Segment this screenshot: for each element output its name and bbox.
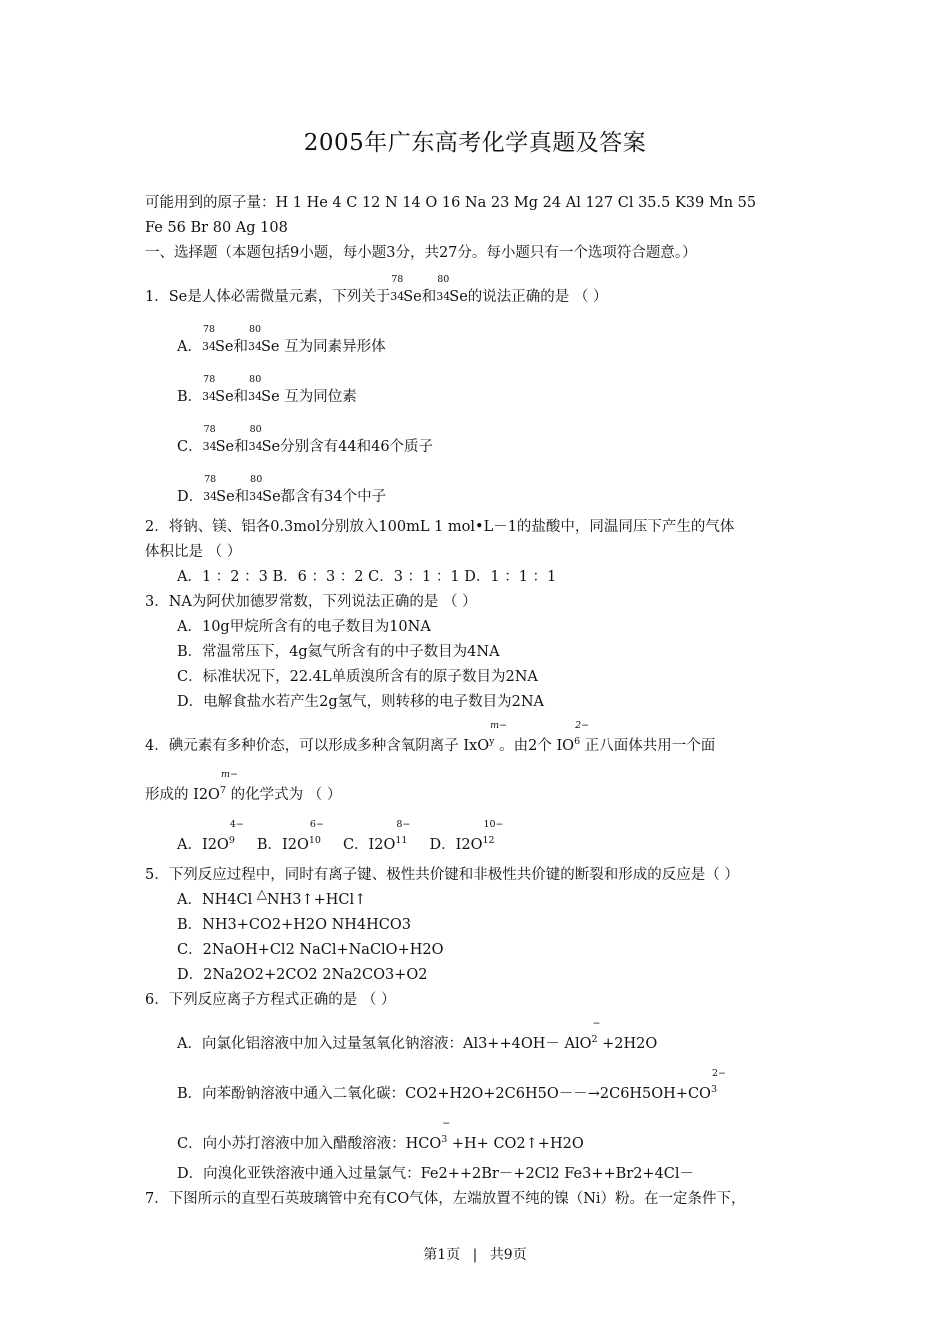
q4-option-d: [429, 819, 504, 853]
isotope-se80: [436, 274, 451, 306]
element-symbol: Se: [449, 289, 468, 305]
footer-separator: |: [472, 1247, 478, 1263]
heat-triangle-icon: △: [256, 887, 267, 902]
option-text: A．向氯化铝溶液中加入过量氢氧化钠溶液：Al3++4OH－ AlO: [177, 1036, 592, 1052]
ion-charge: m−: [220, 769, 238, 780]
mass-number: 78: [203, 374, 216, 385]
ion-charge: 6−: [309, 819, 324, 830]
q4-option-a: [177, 819, 244, 853]
q1-option-d: [177, 474, 387, 506]
q2-options: A．1 ：2 ：3 B．6 ：3 ：2 C．3 ：1 ：1 D．1 ：1 ：1: [177, 569, 557, 585]
atomic-number: 34: [390, 290, 405, 303]
q4-stem-mid: 。由2个 IO: [494, 738, 575, 754]
q4-line2-post: 的化学式为 （ ）: [226, 787, 342, 803]
isotope-se78: [201, 324, 216, 356]
atomic-number: 34: [248, 440, 263, 453]
q3-option-c: C．标准状况下，22.4L单质溴所含有的原子数目为2NA: [177, 669, 538, 685]
option-label: A．I2O: [177, 837, 229, 853]
q5-option-d: D．2Na2O2+2CO2 2Na2CO3+O2: [177, 967, 428, 983]
q5-option-a: [177, 887, 367, 910]
mass-number: 78: [391, 274, 404, 285]
mass-number: 80: [250, 474, 263, 485]
atomic-number: 34: [248, 390, 263, 403]
element-symbol: Se: [215, 389, 234, 405]
isotope-se80: [248, 374, 263, 406]
ion-charge: 8−: [396, 819, 411, 830]
atomic-mass-line-2: Fe 56 Br 80 Ag 108: [145, 220, 288, 236]
q6-option-d: D．向溴化亚铁溶液中通入过量氯气：Fe2++2Br－+2Cl2 Fe3++Br2+4Cl－: [177, 1166, 695, 1182]
element-symbol: Se: [403, 289, 422, 305]
option-text: B．向苯酚钠溶液中通入二氧化碳：CO2+H2O+2C6H5O－－→2C6H5OH+CO: [177, 1086, 711, 1102]
mass-number: 80: [249, 374, 262, 385]
mass-number: 78: [204, 474, 217, 485]
element-symbol: Se: [216, 489, 235, 505]
option-products: NH3↑+HCl↑: [266, 892, 367, 908]
option-and: 和: [234, 439, 249, 455]
section-heading: 一、选择题（本题包括9小题，每小题3分，共27分。每小题只有一个选项符合题意。）: [145, 245, 697, 261]
option-text: 互为同素异形体: [279, 339, 386, 355]
q5-option-c: C．2NaOH+Cl2 NaCl+NaClO+H2O: [177, 942, 444, 958]
question-7-stem-line-1: 7．下图所示的直型石英玻璃管中充有CO气体，左端放置不纯的镍（Ni）粉。在一定条件下，: [145, 1191, 746, 1207]
option-label: B．I2O: [256, 837, 309, 853]
element-symbol: Se: [261, 339, 280, 355]
question-5-stem: 5．下列反应过程中，同时有离子键、极性共价键和非极性共价键的断裂和形成的反应是（ ）: [145, 867, 739, 883]
question-2-stem-line-1: 2．将钠、镁、铝各0.3mol分别放入100mL 1 mol•L－1的盐酸中，同温同压下产生的气体: [145, 519, 735, 535]
q4-option-c: [342, 819, 411, 853]
q6-option-c: [177, 1118, 584, 1155]
ion-subscript: 3: [441, 1134, 448, 1145]
ion-subscript: 2: [591, 1034, 598, 1045]
option-label: B．: [177, 389, 203, 405]
ion-subscript: 6: [574, 736, 581, 747]
mass-number: 80: [249, 324, 262, 335]
mass-number: 78: [202, 324, 216, 335]
q5-option-b: B．NH3+CO2+H2O NH4HCO3: [177, 917, 411, 933]
option-text: 都含有34个中子: [280, 489, 387, 505]
element-symbol: Se: [261, 439, 281, 455]
q4-stem-pre: 4．碘元素有多种价态，可以形成多种含氧阴离子 IxO: [145, 738, 490, 754]
element-symbol: Se: [214, 339, 234, 355]
q3-option-a: A．10g甲烷所含有的电子数目为10NA: [177, 619, 431, 635]
mass-number: 80: [249, 424, 262, 435]
option-text: A．NH4Cl: [177, 892, 257, 908]
question-6-stem: 6．下列反应离子方程式正确的是 （ ）: [145, 992, 396, 1008]
ion-co3: [710, 1068, 726, 1105]
isotope-se78: [202, 374, 217, 406]
option-and: 和: [233, 339, 248, 355]
option-text-end: +2H2O: [597, 1036, 658, 1052]
q6-option-a: [177, 1018, 658, 1055]
atomic-number: 34: [436, 290, 451, 303]
q3-option-b: B．常温常压下，4g氦气所含有的中子数目为4NA: [177, 644, 500, 660]
atomic-number: 34: [248, 340, 262, 353]
ion-charge: 2−: [575, 720, 590, 731]
option-ion: [228, 819, 244, 856]
option-text: C．向小苏打溶液中加入醋酸溶液：HCO: [177, 1136, 442, 1152]
ion-i2o7: [219, 769, 238, 806]
ion-subscript: 3: [710, 1084, 717, 1095]
ion-subscript: 11: [395, 835, 408, 846]
option-and: 和: [234, 489, 250, 505]
isotope-se80: [248, 324, 262, 356]
isotope-se80: [249, 474, 264, 506]
option-label: A．: [177, 339, 202, 355]
ion-ixoy: [489, 720, 508, 757]
question-3-stem: 3．NA为阿伏加德罗常数，下列说法正确的是 （ ）: [145, 594, 477, 610]
option-ion: [395, 819, 411, 856]
isotope-se78: [203, 474, 218, 506]
option-label: D．: [177, 489, 204, 505]
isotope-se78: [202, 424, 217, 456]
question-2-stem-line-2: 体积比是 （ ）: [145, 544, 242, 560]
isotope-se78: [390, 274, 405, 306]
q4-options: [177, 819, 504, 856]
q6-option-b: [177, 1068, 726, 1105]
ion-io6: [574, 720, 590, 757]
atomic-mass-line-1: 可能用到的原子量：H 1 He 4 C 12 N 14 O 16 Na 23 Mg 24 Al 127 Cl 35.5 K39 Mn 55: [145, 195, 757, 211]
q1-stem-post: 的说法正确的是 （ ）: [467, 289, 608, 305]
q3-option-d: D．电解食盐水若产生2g氢气，则转移的电子数目为2NA: [177, 694, 545, 710]
option-text: 互为同位素: [279, 389, 357, 405]
atomic-number: 34: [202, 390, 217, 403]
ion-charge: 2−: [711, 1068, 726, 1079]
question-4-stem-line-1: [145, 720, 716, 757]
option-label: C．: [177, 439, 203, 455]
q4-line2-pre: 形成的 I2O: [145, 787, 220, 803]
question-1-stem: [145, 274, 608, 306]
atomic-number: 34: [202, 440, 217, 453]
ion-charge: 10−: [483, 819, 504, 830]
element-symbol: Se: [215, 439, 235, 455]
atomic-number: 34: [203, 490, 218, 503]
ion-hco3: [441, 1118, 451, 1155]
option-label: D．I2O: [429, 837, 483, 853]
ion-subscript: 9: [228, 835, 235, 846]
ion-charge: −: [442, 1118, 451, 1129]
page-number: 第1页: [423, 1247, 461, 1263]
option-ion: [308, 819, 324, 856]
q4-stem-end: 正八面体共用一个面: [580, 738, 716, 754]
page-footer: [0, 1244, 950, 1264]
question-4-stem-line-2: [145, 769, 342, 806]
q1-option-a: [177, 324, 386, 356]
q1-option-c: [177, 424, 434, 456]
option-label: C．I2O: [342, 837, 396, 853]
atomic-number: 34: [201, 340, 216, 353]
page-title: 2005年广东高考化学真题及答案: [303, 130, 647, 156]
ion-subscript: y: [489, 736, 495, 747]
ion-subscript: 10: [308, 835, 321, 846]
page-total: 共9页: [489, 1247, 527, 1263]
option-ion: [482, 819, 504, 856]
atomic-number: 34: [249, 490, 264, 503]
option-and: 和: [233, 389, 249, 405]
ion-charge: m−: [490, 720, 508, 731]
ion-alo2: [591, 1018, 601, 1055]
element-symbol: Se: [262, 489, 281, 505]
q1-option-b: [177, 374, 357, 406]
ion-subscript: 12: [482, 835, 495, 846]
element-symbol: Se: [261, 389, 280, 405]
isotope-se80: [248, 424, 263, 456]
option-text: 分别含有44和46个质子: [280, 439, 434, 455]
q4-option-b: [256, 819, 324, 853]
ion-subscript: 7: [219, 785, 226, 796]
option-text-end: +H+ CO2↑+H2O: [447, 1136, 584, 1152]
mass-number: 78: [203, 424, 216, 435]
mass-number: 80: [437, 274, 450, 285]
q1-stem-pre: 1．Se是人体必需微量元素，下列关于: [145, 289, 391, 305]
ion-charge: −: [592, 1018, 601, 1029]
q1-and: 和: [421, 289, 437, 305]
ion-charge: 4−: [229, 819, 244, 830]
